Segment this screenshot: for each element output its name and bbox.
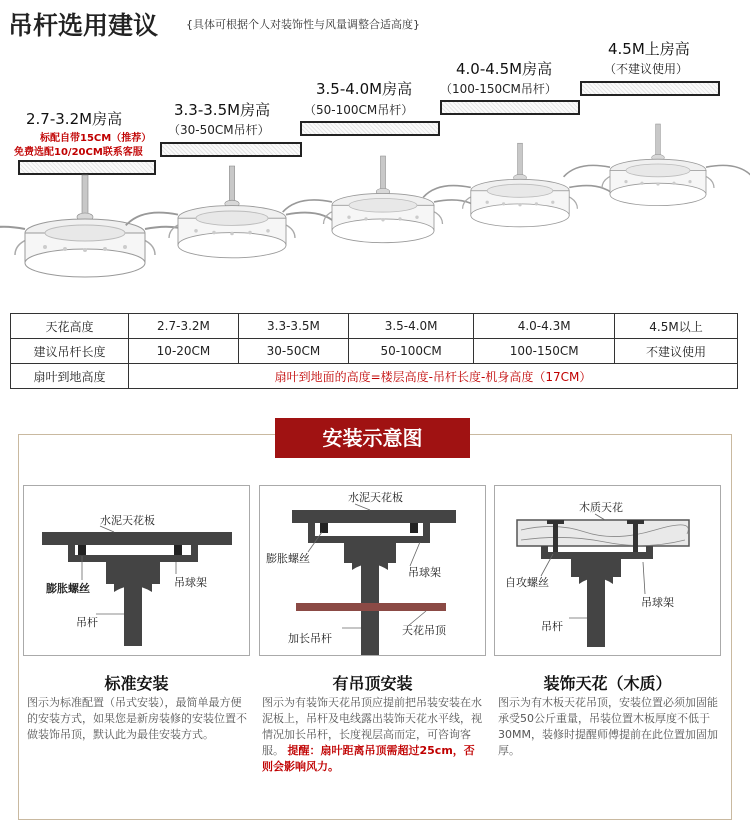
label-bracket: 吊球架: [174, 576, 207, 589]
ceiling-bar-5: [580, 81, 720, 96]
step-height-5: 4.5M上房高: [608, 40, 690, 58]
table-cell: 50-100CM: [348, 339, 473, 364]
table-row-header: 扇叶到地高度: [11, 364, 129, 389]
table-row-header: 天花高度: [11, 314, 129, 339]
page-subtitle: {具体可根据个人对装饰性与风量调整合适高度}: [186, 18, 420, 31]
page-title: 吊杆选用建议: [8, 11, 159, 40]
panel-standard: [23, 485, 250, 656]
step-rod-2: （30-50CM吊杆）: [168, 123, 270, 137]
label-bolt: 膨胀螺丝: [46, 582, 90, 595]
table-cell: 2.7-3.2M: [129, 314, 239, 339]
table-row: [11, 314, 738, 339]
step-height-4: 4.0-4.5M房高: [456, 60, 553, 78]
label-bolt: 膨胀螺丝: [266, 552, 310, 565]
panel-false-ceiling: [259, 485, 486, 656]
install-banner: 安装示意图: [275, 418, 470, 458]
step-height-1: 2.7-3.2M房高: [26, 110, 123, 128]
table-row-header: 建议吊杆长度: [11, 339, 129, 364]
table-cell: 3.5-4.0M: [348, 314, 473, 339]
table-cell: 4.0-4.3M: [474, 314, 615, 339]
table-cell: 3.3-3.5M: [238, 314, 348, 339]
label-rod: 吊杆: [76, 616, 98, 629]
panel-wood-ceiling: [494, 485, 721, 656]
label-rod: 加长吊杆: [288, 632, 332, 645]
step-height-3: 3.5-4.0M房高: [316, 80, 413, 98]
step-height-2: 3.3-3.5M房高: [174, 101, 271, 119]
table-row: [11, 339, 738, 364]
table-cell: 100-150CM: [474, 339, 615, 364]
step-rod-3: （50-100CM吊杆）: [304, 103, 414, 117]
table-row: [11, 364, 738, 389]
table-cell: 4.5M以上: [615, 314, 738, 339]
ceiling-bar-4: [440, 100, 580, 115]
panel-wood-ceiling-desc: 图示为有木板天花吊顶，安装位置必须加固能承受50公斤重量，吊装位置木板厚度不低于30MM，装修时提醒师傅提前在此位置加固加厚。: [498, 696, 718, 757]
panel-false-ceiling-title: 有吊顶安装: [332, 674, 413, 693]
label-ceiling: 水泥天花板: [100, 514, 155, 527]
panel-standard-desc: 图示为标准配置（吊式安装），最简单最方便的安装方式，如果您是新房装修的安装位置不做装饰吊顶，默认此为最佳安装方式。: [27, 696, 247, 741]
label-ceiling: 水泥天花板: [348, 491, 403, 504]
table-cell: 10-20CM: [129, 339, 239, 364]
step-rod-4: （100-150CM吊杆）: [440, 82, 557, 96]
panel-false-ceiling-text: [262, 695, 484, 775]
height-formula: 扇叶到地面的高度=楼层高度-吊杆长度-机身高度（17CM）: [129, 364, 738, 389]
step-note-1: 标配自带15CM（推荐）: [40, 133, 152, 144]
label-bolt: 自攻螺丝: [505, 576, 549, 589]
label-bracket: 吊球架: [408, 566, 441, 579]
step-rod-5: （不建议使用）: [604, 62, 689, 76]
panel-standard-title: 标准安装: [104, 674, 169, 693]
step-note-2: 免费选配10/20CM联系客服: [14, 147, 143, 158]
panel-false-ceiling-warning: 提醒：扇叶距离吊顶需超过25cm，否则会影响风力。: [262, 744, 475, 773]
spec-table: [10, 313, 738, 389]
label-ceiling: 木质天花: [579, 501, 623, 514]
label-bracket: 吊球架: [641, 596, 674, 609]
panel-wood-ceiling-title: 装饰天花（木质）: [543, 674, 672, 693]
fan-illustrations: [0, 120, 750, 290]
label-rod: 吊杆: [541, 620, 563, 633]
panel-false-ceiling-desc: 图示为有装饰天花吊顶应提前把吊装安装在水泥板上，吊杆及电线露出装饰天花水平线，视情况加长吊杆，长度视层高而定，可咨询客服。: [262, 696, 482, 757]
label-false-ceiling: 天花吊顶: [402, 624, 446, 637]
table-cell: 不建议使用: [615, 339, 738, 364]
table-cell: 30-50CM: [238, 339, 348, 364]
